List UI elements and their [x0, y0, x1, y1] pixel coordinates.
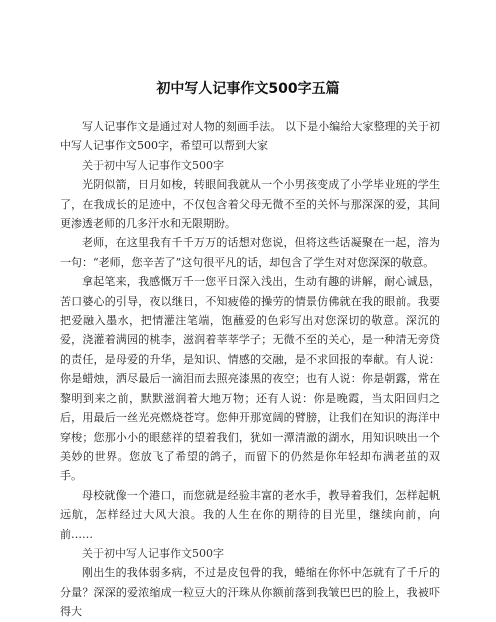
body-paragraph: 拿起笔来，我感慨万千一您平日深入浅出，生动有趣的讲解，耐心诚恳，苦口婆心的引导，夜以继日，不知疲倦的操劳的情景仿佛就在我的眼前。我要把爱融入墨水，把情灌注笔端，饱蘸爱的色彩写出对您深切的敬意。深沉的爱，浇灌着满园的桃李，滋润着莘莘学子；无微不至的关心，是一种清无旁贷的责任，是母爱的升华，是知识、情感的交融，是不求回报的奉献。有人说：你是蜡烛，洒尽最后一滴泪而去照亮漆黑的夜空；也有人说：你是朝露，常在黎明到来之前，默默滋润着大地万物；还有人说：你是晚霞，当太阳回归之后，用最后一丝光亮燃烧苍穹。您伸开那宽阔的臂膀，让我们在知识的海洋中穿梭；您那小小的眼慈祥的望着我们，犹如一潭清澈的湖水，用知识映出一个美妙的世界。您放飞了希望的鸽子，而留下的仍然是你年轻却布满老茧的双手。 — [60, 275, 440, 483]
body-paragraph: 光阴似箭，日月如梭，转眼间我就从一个小男孩变成了小学毕业班的学生了，在我成长的足迹中，不仅包含着父母无微不至的关怀与那深深的爱，其间更渗透老师的几多汗水和无限期盼。 — [60, 178, 440, 231]
body-paragraph: 母校就像一个港口，而您就是经验丰富的老水手，教导着我们，怎样起帆远航，怎样经过大风大浪。我的人生在你的期待的目光里，继续向前，向前…… — [60, 488, 440, 541]
section-heading: 关于初中写人记事作文500字 — [82, 546, 224, 560]
section-heading: 关于初中写人记事作文500字 — [82, 158, 224, 172]
body-paragraph: 刚出生的我体弱多病，不过是皮包骨的我，蜷缩在你怀中怎就有了千斤的分量？深深的爱浓缩成一粒豆大的汗珠从你额前落到我皱巴巴的脸上，我被吓得大 — [60, 566, 440, 619]
body-paragraph: 老师，在这里我有千千万万的话想对您说，但将这些话凝聚在一起，溶为一句：“老师，您辛苦了”这句很平凡的话，却包含了学生对对您深深的敬意。 — [60, 236, 440, 269]
intro-paragraph: 写人记事作文是通过对人物的刻画手法。 以下是小编给大家整理的关于初中写人记事作文500字，希望可以帮到大家 — [60, 120, 440, 153]
article-title: 初中写人记事作文500字五篇 — [156, 81, 340, 97]
article-body — [60, 117, 440, 622]
